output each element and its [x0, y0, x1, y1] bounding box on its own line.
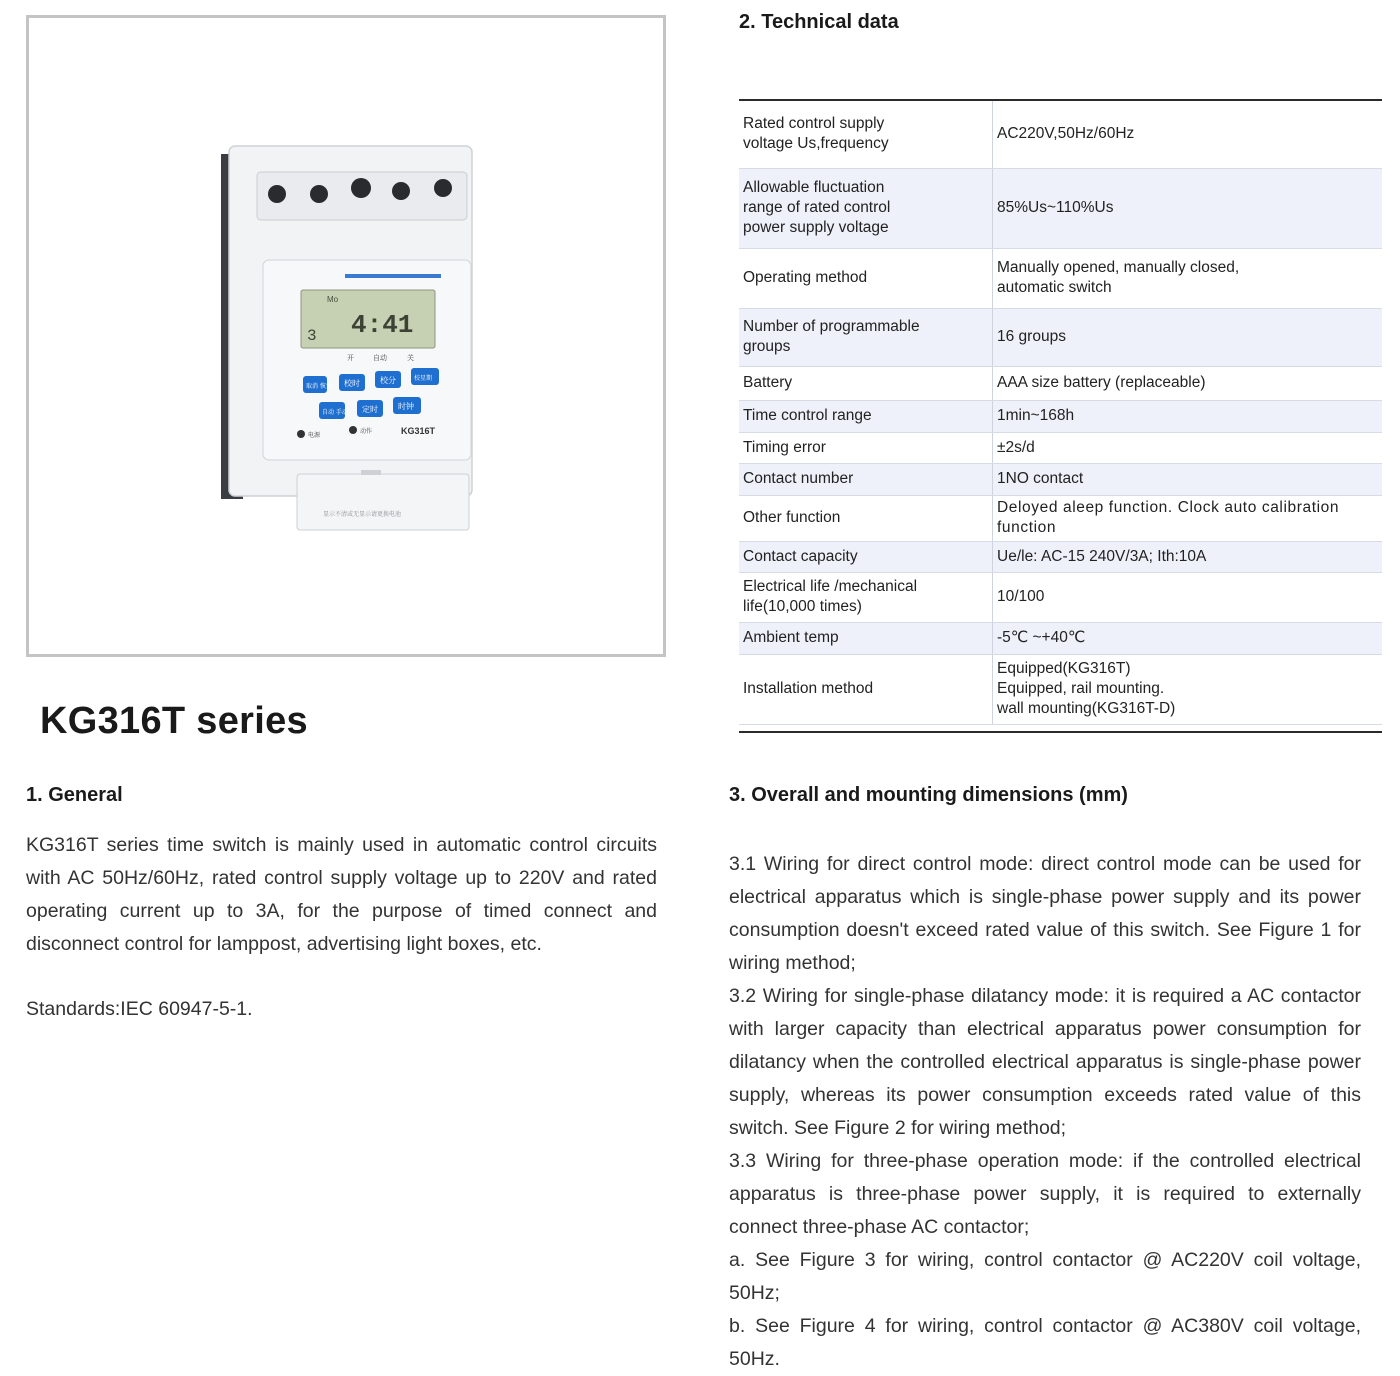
- table-cell-value: Deloyed aleep function. Clock auto calibration function: [993, 495, 1383, 541]
- svg-text:时钟: 时钟: [398, 402, 414, 411]
- table-cell-parameter: Rated control supply voltage Us,frequency: [739, 100, 993, 168]
- power-indicator: [297, 430, 305, 438]
- general-heading: 1. General: [26, 784, 123, 806]
- table-cell-parameter: Other function: [739, 495, 993, 541]
- table-cell-value: 85%Us~110%Us: [993, 168, 1383, 248]
- table-cell-value: -5℃ ~+40℃: [993, 622, 1383, 654]
- terminal-screw: [310, 185, 328, 203]
- table-row: [739, 168, 1382, 248]
- dimensions-text: [729, 848, 1361, 1376]
- table-row: [739, 541, 1382, 572]
- table-cell-parameter: Contact capacity: [739, 541, 993, 572]
- table-cell-value: 1NO contact: [993, 463, 1383, 495]
- svg-text:校星期: 校星期: [414, 375, 433, 382]
- table-cell-parameter: Ambient temp: [739, 622, 993, 654]
- table-row: [739, 400, 1382, 432]
- dimensions-heading: 3. Overall and mounting dimensions (mm): [729, 784, 1128, 806]
- svg-text:校时: 校时: [344, 379, 360, 388]
- table-cell-value: AC220V,50Hz/60Hz: [993, 100, 1383, 168]
- page-title: KG316T series: [40, 700, 308, 742]
- table-cell-parameter: Installation method: [739, 654, 993, 724]
- table-row: [739, 432, 1382, 463]
- table-row: [739, 654, 1382, 724]
- table-cell-value: 16 groups: [993, 308, 1383, 366]
- lcd-day-label: Mo: [327, 295, 339, 304]
- power-indicator-label: 电源: [308, 432, 321, 439]
- dimensions-paragraph: a. See Figure 3 for wiring, control contactor @ AC220V coil voltage, 50Hz;: [729, 1249, 1361, 1304]
- dimensions-paragraph: 3.2 Wiring for single-phase dilatancy mode: it is required a AC contactor with larger capacity than electrical apparatus power consumption for dilatancy when the controlled electrical apparatus is single-phase power supply, whereas its power consumption exceeds rated value of this switch. See Figure 2 for wiring method;: [729, 985, 1361, 1139]
- lcd-mode: 3: [307, 327, 317, 345]
- action-indicator: [349, 426, 357, 434]
- dimensions-paragraph: 3.1 Wiring for direct control mode: direct control mode can be used for electrical apparatus which is single-phase power supply and its power consumption doesn't exceed rated value of this switch. See Figure 1 for wiring method;: [729, 853, 1361, 974]
- status-off-label: 关: [407, 354, 414, 362]
- table-cell-value: Ue/le: AC-15 240V/3A; Ith:10A: [993, 541, 1383, 572]
- table-cell-parameter: Timing error: [739, 432, 993, 463]
- table-cell-value: 10/100: [993, 572, 1383, 622]
- table-cell-value: 1min~168h: [993, 400, 1383, 432]
- status-on-label: 开: [347, 354, 354, 362]
- table-cell-parameter: Operating method: [739, 248, 993, 308]
- table-cell-value: AAA size battery (replaceable): [993, 366, 1383, 400]
- table-row: [739, 495, 1382, 541]
- svg-text:校分: 校分: [380, 376, 396, 385]
- svg-text:自动 手动: 自动 手动: [322, 409, 348, 416]
- standards-text: Standards:IEC 60947-5-1.: [26, 998, 253, 1020]
- blue-strip: [345, 274, 441, 278]
- terminal-screw: [392, 182, 410, 200]
- table-row: [739, 622, 1382, 654]
- battery-cover: [297, 474, 469, 530]
- table-cell-value: Manually opened, manually closed, automatic switch: [993, 248, 1383, 308]
- table-cell-value: ±2s/d: [993, 432, 1383, 463]
- terminal-screw: [268, 185, 286, 203]
- table-row: [739, 248, 1382, 308]
- dimensions-paragraph: b. See Figure 4 for wiring, control contactor @ AC380V coil voltage, 50Hz.: [729, 1315, 1361, 1370]
- table-row: [739, 308, 1382, 366]
- svg-text:取消 恢复: 取消 恢复: [306, 383, 332, 390]
- terminal-screw: [351, 178, 371, 198]
- table-cell-parameter: Allowable fluctuation range of rated control power supply voltage: [739, 168, 993, 248]
- table-row: [739, 572, 1382, 622]
- technical-data-heading: 2. Technical data: [739, 11, 899, 33]
- lcd-time: 4:41: [351, 310, 414, 340]
- battery-cover-text: 显示不清或无显示请更换电池: [323, 511, 402, 518]
- product-image: [219, 142, 475, 534]
- technical-data-table: [739, 99, 1382, 725]
- action-indicator-label: 动作: [360, 428, 373, 435]
- table-cell-parameter: Electrical life /mechanical life(10,000 times): [739, 572, 993, 622]
- general-description: KG316T series time switch is mainly used in automatic control circuits with AC 50Hz/60Hz, rated control supply voltage up to 220V and rated operating current up to 3A, for the purpose of timed connect and disconnect control for lamppost, advertising light boxes, etc.: [26, 834, 657, 955]
- table-cell-parameter: Time control range: [739, 400, 993, 432]
- dimensions-paragraph: 3.3 Wiring for three-phase operation mode: if the controlled electrical apparatus is three-phase power supply, it is required to externally connect three-phase AC contactor;: [729, 1150, 1361, 1238]
- status-auto-label: 自动: [373, 354, 387, 362]
- table-row: [739, 100, 1382, 168]
- product-image-frame: [26, 15, 666, 657]
- table-row: [739, 366, 1382, 400]
- table-cell-value: Equipped(KG316T) Equipped, rail mounting. wall mounting(KG316T-D): [993, 654, 1383, 724]
- table-row: [739, 463, 1382, 495]
- model-label: KG316T: [401, 426, 436, 436]
- svg-text:定时: 定时: [362, 405, 378, 414]
- table-cell-parameter: Contact number: [739, 463, 993, 495]
- table-bottom-rule: [739, 731, 1382, 733]
- table-cell-parameter: Battery: [739, 366, 993, 400]
- table-cell-parameter: Number of programmable groups: [739, 308, 993, 366]
- terminal-screw: [434, 179, 452, 197]
